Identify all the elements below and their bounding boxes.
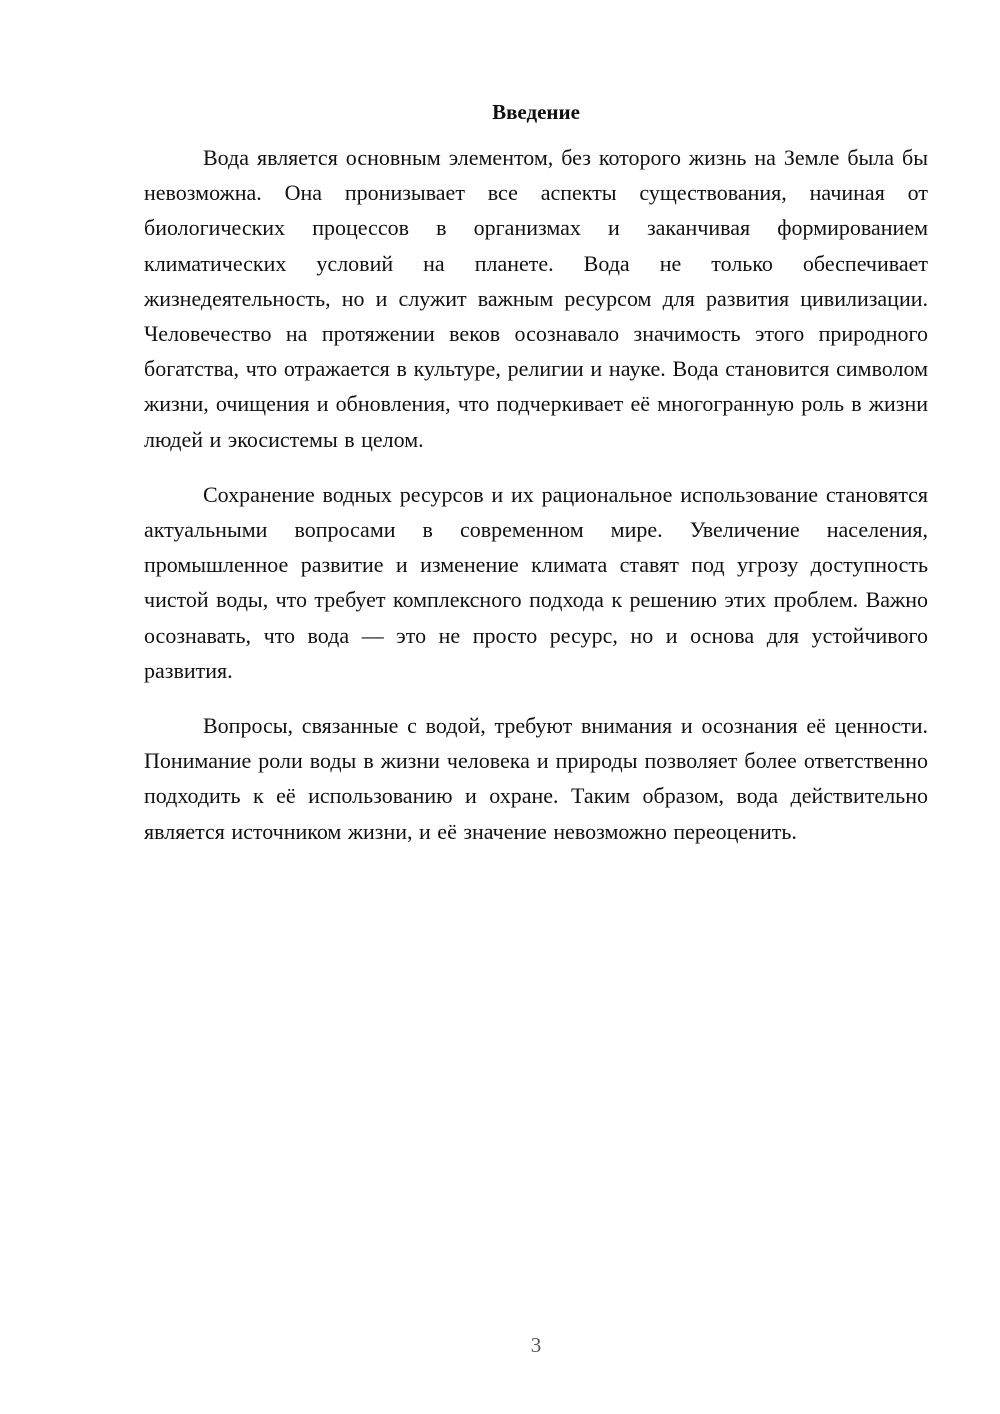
paragraph-3: Вопросы, связанные с водой, требуют внимания и осознания её ценности. Понимание роли воды в жизни человека и природы позволяет более ответственно подходить к её использованию и охране. Таким образом, вода действительно является источником жизни, и её значение невозможно переоценить. — [144, 713, 928, 844]
section-title: Введение — [492, 100, 580, 124]
page-content — [144, 96, 928, 869]
page-number: 3 — [530, 1333, 542, 1357]
paragraph-2: Сохранение водных ресурсов и их рациональное использование становятся актуальными вопросами в современном мире. Увеличение населения, промышленное развитие и изменение климата ставят под угрозу доступность чистой воды, что требует комплексного подхода к решению этих проблем. Важно осознавать, что вода — это не просто ресурс, но и основа для устойчивого развития. — [144, 481, 928, 683]
paragraph-1: Вода является основным элементом, без которого жизнь на Земле была бы невозможна. Она пронизывает все аспекты существования, начиная от биологических процессов в организмах и заканчивая формированием климатических условий на планете. Вода не только обеспечивает жизнедеятельность, но и служит важным ресурсом для развития цивилизации. Человечество на протяжении веков осознавало значимость этого природного богатства, что отражается в культуре, религии и науке. Вода становится символом жизни, очищения и обновления, что подчеркивает её многогранную роль в жизни людей и экосистемы в целом. — [144, 145, 928, 452]
